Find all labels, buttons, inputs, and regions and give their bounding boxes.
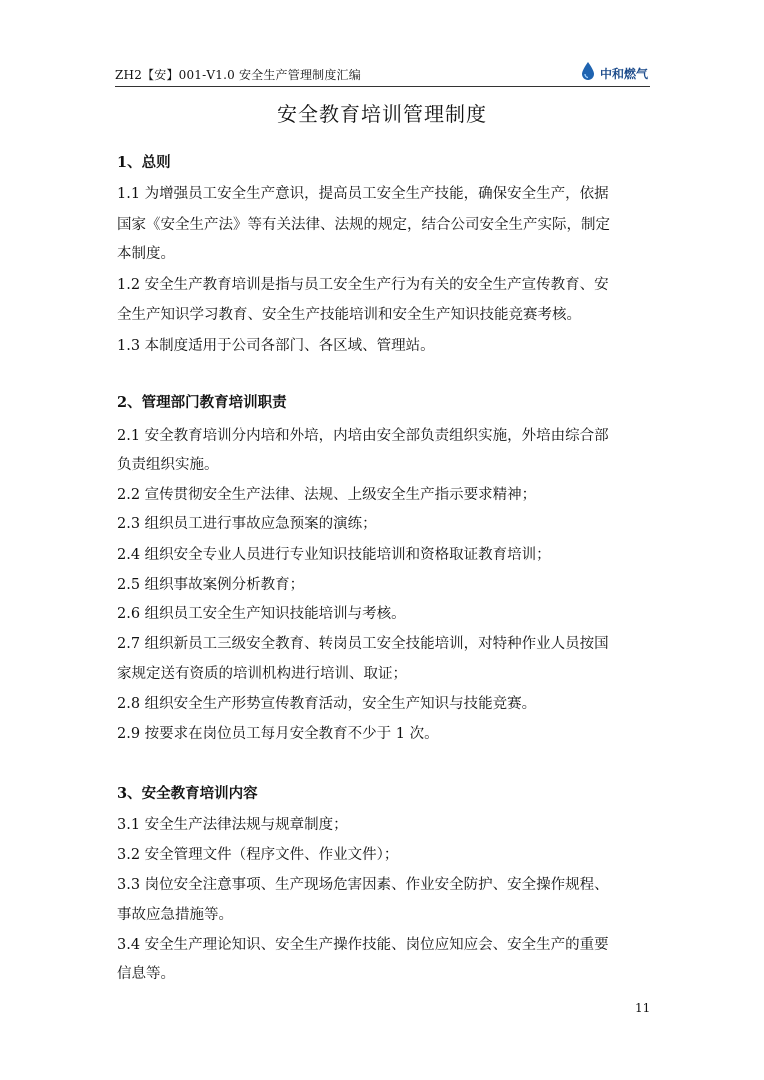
paragraph-line: 1.2 安全生产教育培训是指与员工安全生产行为有关的安全生产宣传教育、安 — [117, 277, 609, 293]
document-title: 安全教育培训管理制度 — [277, 102, 487, 126]
paragraph-line: 1.1 为增强员工安全生产意识，提高员工安全生产技能，确保安全生产，依据 — [117, 186, 609, 202]
paragraph-line: 2.4 组织安全专业人员进行专业知识技能培训和资格取证教育培训； — [117, 547, 551, 563]
paragraph-line: 国家《安全生产法》等有关法律、法规的规定，结合公司安全生产实际，制定 — [117, 217, 610, 233]
paragraph-line: 2.6 组织员工安全生产知识技能培训与考核。 — [117, 606, 406, 622]
paragraph-line: 2.9 按要求在岗位员工每月安全教育不少于 1 次。 — [117, 726, 439, 742]
paragraph-line: 2.7 组织新员工三级安全教育、转岗员工安全技能培训，对特种作业人员按国 — [117, 636, 609, 652]
paragraph-line: 2.1 安全教育培训分内培和外培，内培由安全部负责组织实施，外培由综合部 — [117, 428, 609, 444]
section-heading-general: 1、总则 — [117, 154, 171, 171]
droplet-icon — [580, 61, 596, 85]
paragraph-line: 负责组织实施。 — [117, 457, 219, 473]
paragraph-line: 2.5 组织事故案例分析教育； — [117, 577, 305, 593]
paragraph-line: 本制度。 — [117, 246, 175, 262]
paragraph-line: 3.3 岗位安全注意事项、生产现场危害因素、作业安全防护、安全操作规程、 — [117, 877, 609, 893]
paragraph-line: 1.3 本制度适用于公司各部门、各区域、管理站。 — [117, 338, 435, 354]
section-heading-duties: 2、管理部门教育培训职责 — [117, 394, 287, 411]
paragraph-line: 3.2 安全管理文件（程序文件、作业文件）； — [117, 847, 399, 863]
section-heading-content: 3、安全教育培训内容 — [117, 785, 258, 802]
paragraph-line: 2.8 组织安全生产形势宣传教育活动，安全生产知识与技能竞赛。 — [117, 696, 537, 712]
paragraph-line: 事故应急措施等。 — [117, 907, 233, 923]
logo-text: 中和燃气 — [599, 66, 648, 81]
company-logo — [580, 62, 648, 84]
page-number: 11 — [635, 1001, 651, 1015]
paragraph-line: 信息等。 — [117, 966, 175, 982]
paragraph-line: 3.1 安全生产法律法规与规章制度； — [117, 817, 348, 833]
paragraph-line: 家规定送有资质的培训机构进行培训、取证； — [117, 666, 407, 682]
paragraph-line: 全生产知识学习教育、安全生产技能培训和安全生产知识技能竞赛考核。 — [117, 307, 581, 323]
header-text: ZH2【安】001-V1.0 安全生产管理制度汇编 — [115, 68, 361, 82]
page-header — [115, 60, 650, 87]
paragraph-line: 2.3 组织员工进行事故应急预案的演练； — [117, 516, 377, 532]
paragraph-line: 2.2 宣传贯彻安全生产法律、法规、上级安全生产指示要求精神； — [117, 487, 537, 503]
paragraph-line: 3.4 安全生产理论知识、安全生产操作技能、岗位应知应会、安全生产的重要 — [117, 937, 609, 953]
